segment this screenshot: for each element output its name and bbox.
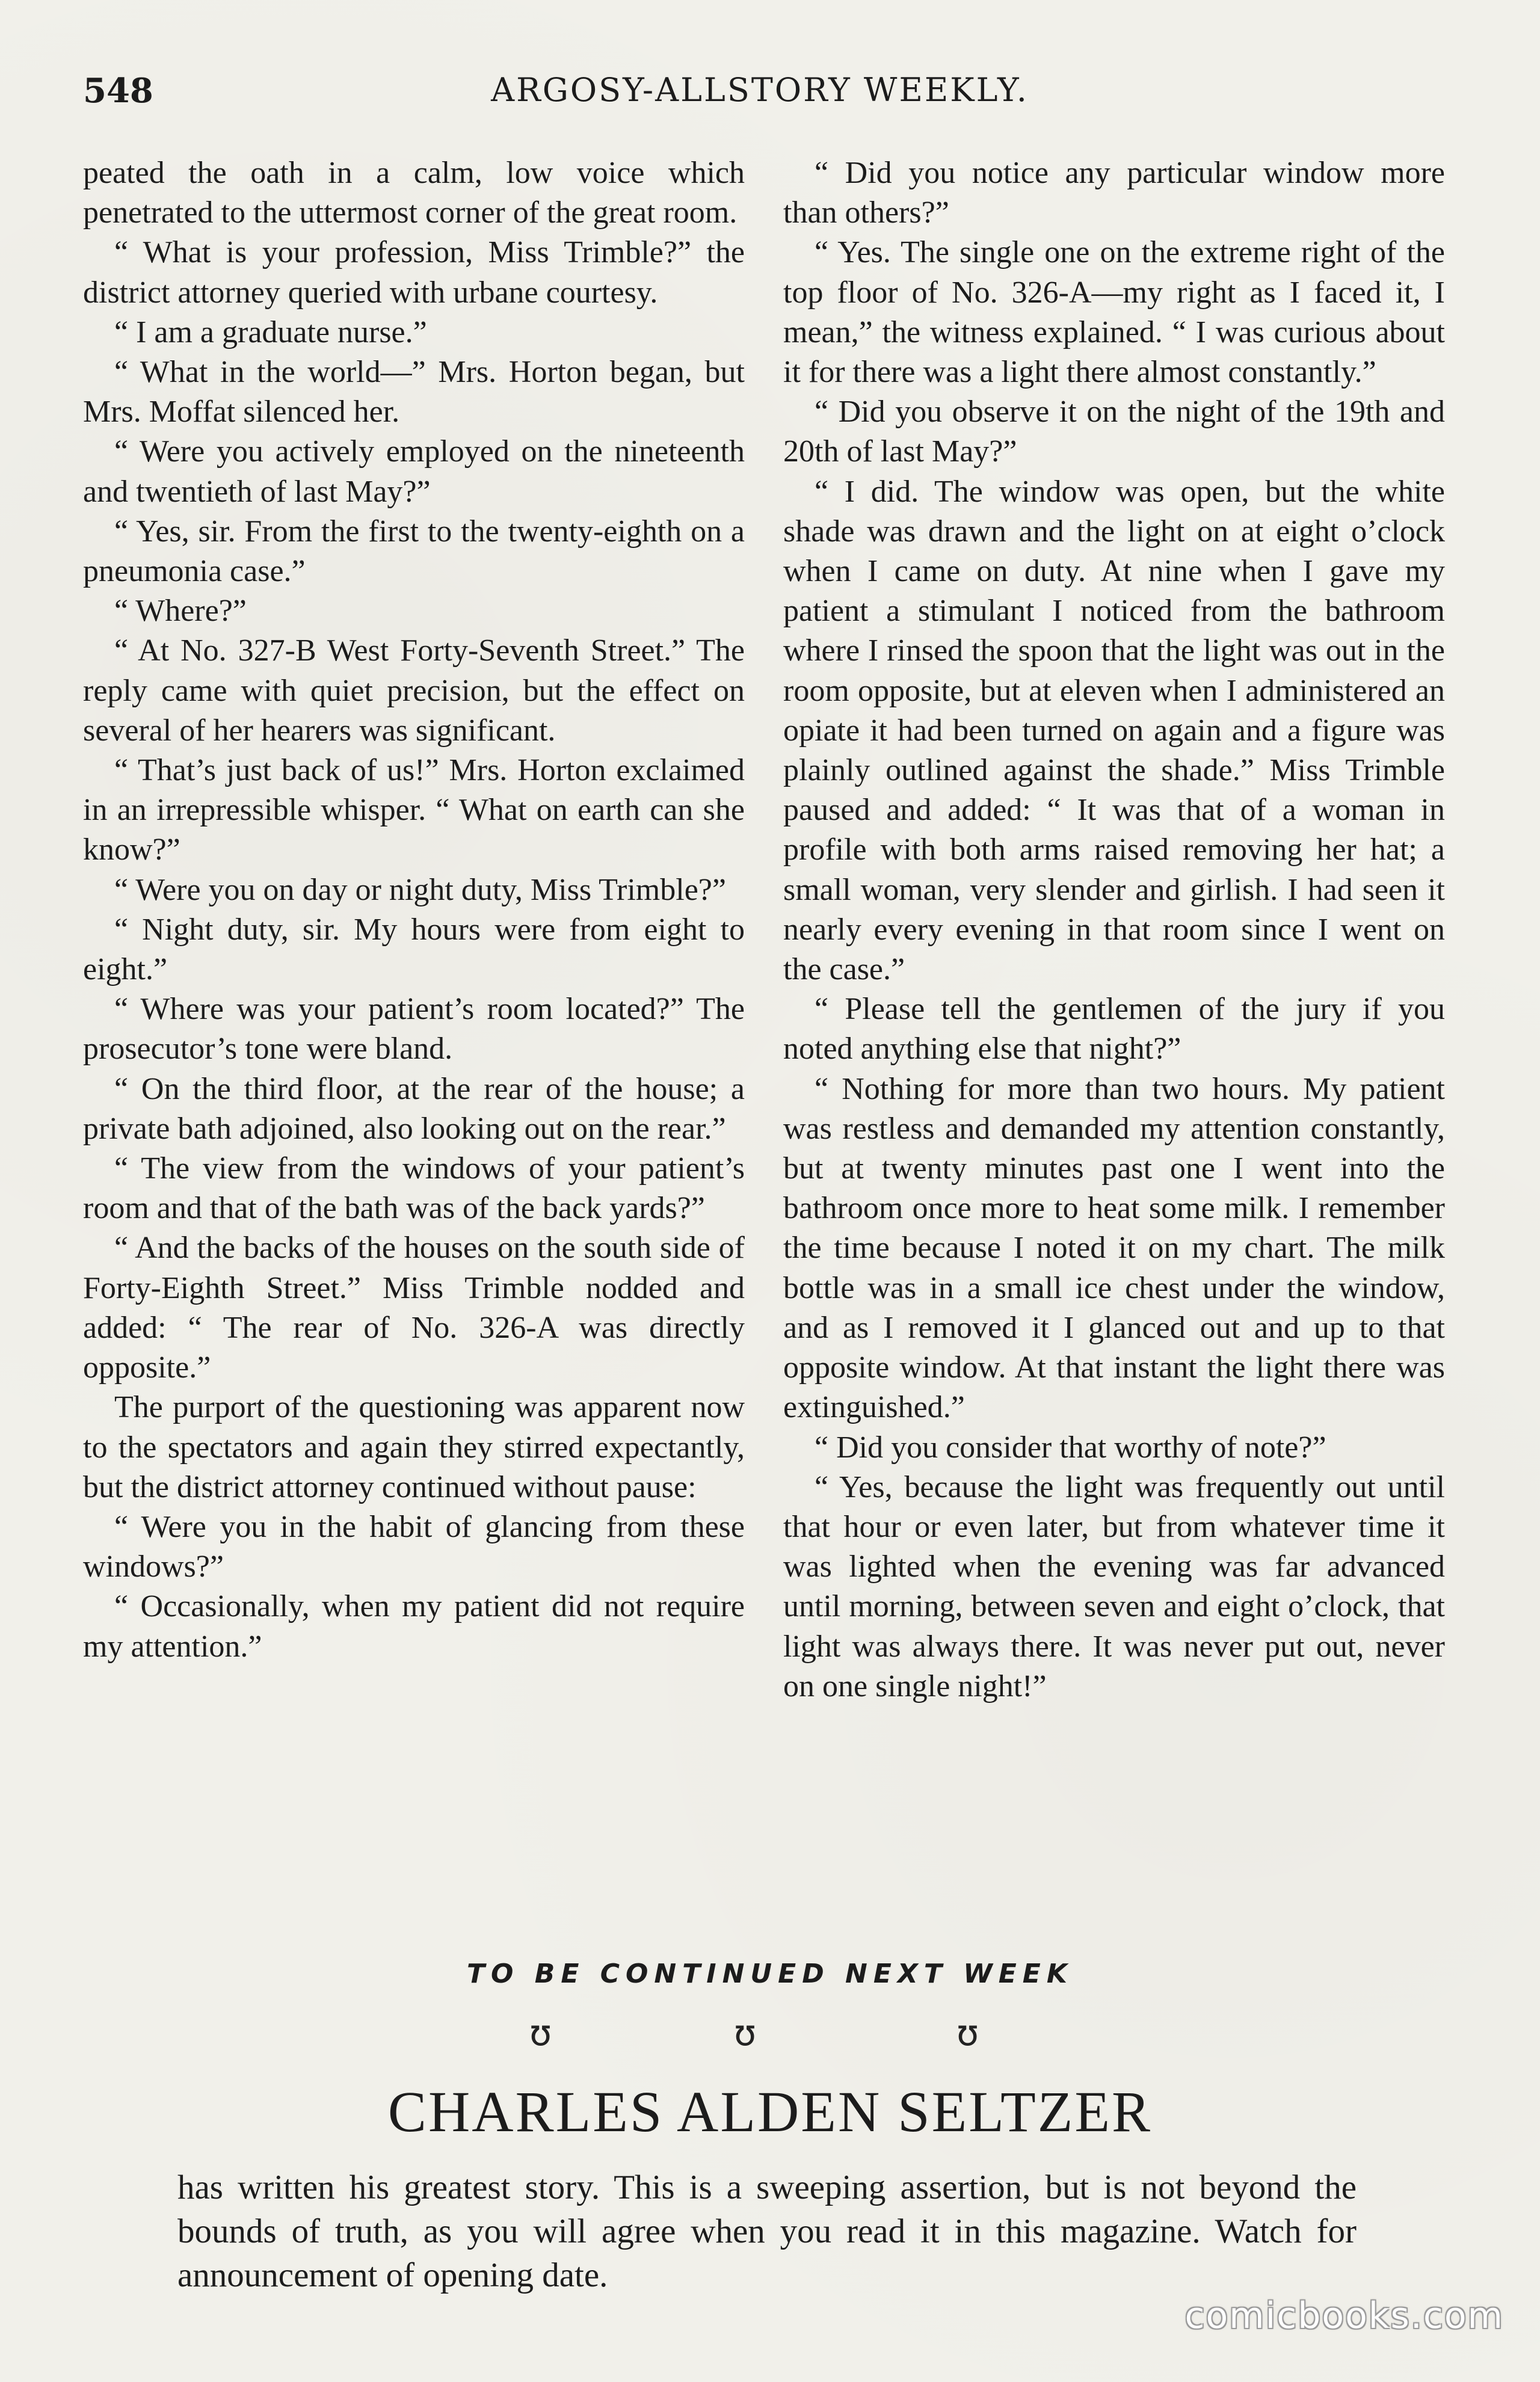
left-column <box>83 153 745 1667</box>
paragraph: “ Night duty, sir. My hours were from eight to eight.” <box>83 912 745 987</box>
paragraph: “ Were you on day or night duty, Miss Trimble?” <box>114 872 726 907</box>
watermark: comicbooks.com <box>1184 2295 1504 2337</box>
ornament-icon: ʊ <box>734 2012 757 2054</box>
paragraph: “ That’s just back of us!” Mrs. Horton exclaimed in an irrepressible whisper. “ What on earth can she know?” <box>83 753 745 867</box>
right-column <box>783 153 1445 1706</box>
paragraph: “ The view from the windows of your patient’s room and that of the bath was of the back yards?” <box>83 1151 745 1226</box>
paragraph: “ Yes, sir. From the first to the twenty-eighth on a pneumonia case.” <box>83 514 745 589</box>
page-header <box>83 71 1437 125</box>
paragraph: “ Were you actively employed on the nineteenth and twentieth of last May?” <box>83 434 745 509</box>
ornament-row <box>0 2012 1540 2063</box>
paragraph: “ Please tell the gentlemen of the jury if you noted anything else that night?” <box>783 992 1445 1066</box>
ornament-icon: ʊ <box>956 2012 979 2054</box>
paragraph: “ Did you observe it on the night of the 19th and 20th of last May?” <box>783 395 1445 469</box>
paragraph: The purport of the questioning was apparent now to the spectators and again they stirred expectantly, but the district attorney continued without pause: <box>83 1390 745 1504</box>
article-body <box>83 153 1449 1958</box>
paragraph: “ Occasionally, when my patient did not require my attention.” <box>83 1589 745 1664</box>
continued-notice: TO BE CONTINUED NEXT WEEK <box>467 1959 1073 1989</box>
paragraph: “ Where?” <box>114 594 247 629</box>
paragraph: peated the oath in a calm, low voice which penetrated to the uttermost corner of the great room. <box>83 156 745 230</box>
paragraph: “ At No. 327-B West Forty-Seventh Street.” The reply came with quiet precision, but the effect on several of her hearers was significant. <box>83 633 745 748</box>
paragraph: “ Did you consider that worthy of note?” <box>815 1430 1326 1465</box>
paragraph: “ Were you in the habit of glancing from these windows?” <box>83 1509 745 1584</box>
page-number: 548 <box>83 71 153 111</box>
paragraph: “ Yes, because the light was frequently out until that hour or even later, but from whatever time it was lighted when the evening was far advanced until morning, between seven and eight o’clock, that light was always there. It was never put out, never on one single night!” <box>783 1470 1445 1703</box>
running-head: ARGOSY-ALLSTORY WEEKLY. <box>491 71 1029 109</box>
paragraph: “ Did you notice any particular window more than others?” <box>783 156 1445 230</box>
paragraph: “ I am a graduate nurse.” <box>114 315 427 349</box>
ad-title: CHARLES ALDEN SELTZER <box>387 2079 1153 2144</box>
paragraph: “ Where was your patient’s room located?” The prosecutor’s tone were bland. <box>83 992 745 1066</box>
ad-body: has written his greatest story. This is a sweeping assertion, but is not beyond the bounds of truth, as you will agree when you read it in this magazine. Watch for announcement of opening date. <box>177 2168 1357 2294</box>
paragraph: “ What in the world—” Mrs. Horton began, but Mrs. Moffat silenced her. <box>83 355 745 429</box>
paragraph: “ Yes. The single one on the extreme right of the top floor of No. 326-A—my right as I faced it, I mean,” the witness explained. “ I was curious about it for there was a light there almost constantly.” <box>783 235 1445 390</box>
paragraph: “ I did. The window was open, but the white shade was drawn and the light on at eight o’clock when I came on duty. At nine when I gave my patient a stimulant I noticed from the bathroom where I rinsed the spoon that the light was out in the room opposite, but at eleven when I administered an opiate it had been turned on again and a figure was plainly outlined against the shade.” Miss Trimble paused and added: “ It was that of a woman in profile with both arms raised removing her hat; a small woman, very slender and girlish. I had seen it nearly every evening in that room since I went on the case.” <box>783 474 1445 987</box>
paragraph: “ Nothing for more than two hours. My patient was restless and demanded my attention constantly, but at twenty minutes past one I went into the bathroom once more to heat some milk. I remember the time because I noted it on my chart. The milk bottle was in a small ice chest under the window, and as I removed it I glanced out and up to that opposite window. At that instant the light there was extinguished.” <box>783 1071 1445 1425</box>
ornament-icon: ʊ <box>529 2012 552 2054</box>
paragraph: “ On the third floor, at the rear of the house; a private bath adjoined, also looking out on the rear.” <box>83 1071 745 1146</box>
paragraph: “ What is your profession, Miss Trimble?” the district attorney queried with urbane courtesy. <box>83 235 745 310</box>
paragraph: “ And the backs of the houses on the south side of Forty-Eighth Street.” Miss Trimble nodded and added: “ The rear of No. 326-A was directly opposite.” <box>83 1231 745 1385</box>
